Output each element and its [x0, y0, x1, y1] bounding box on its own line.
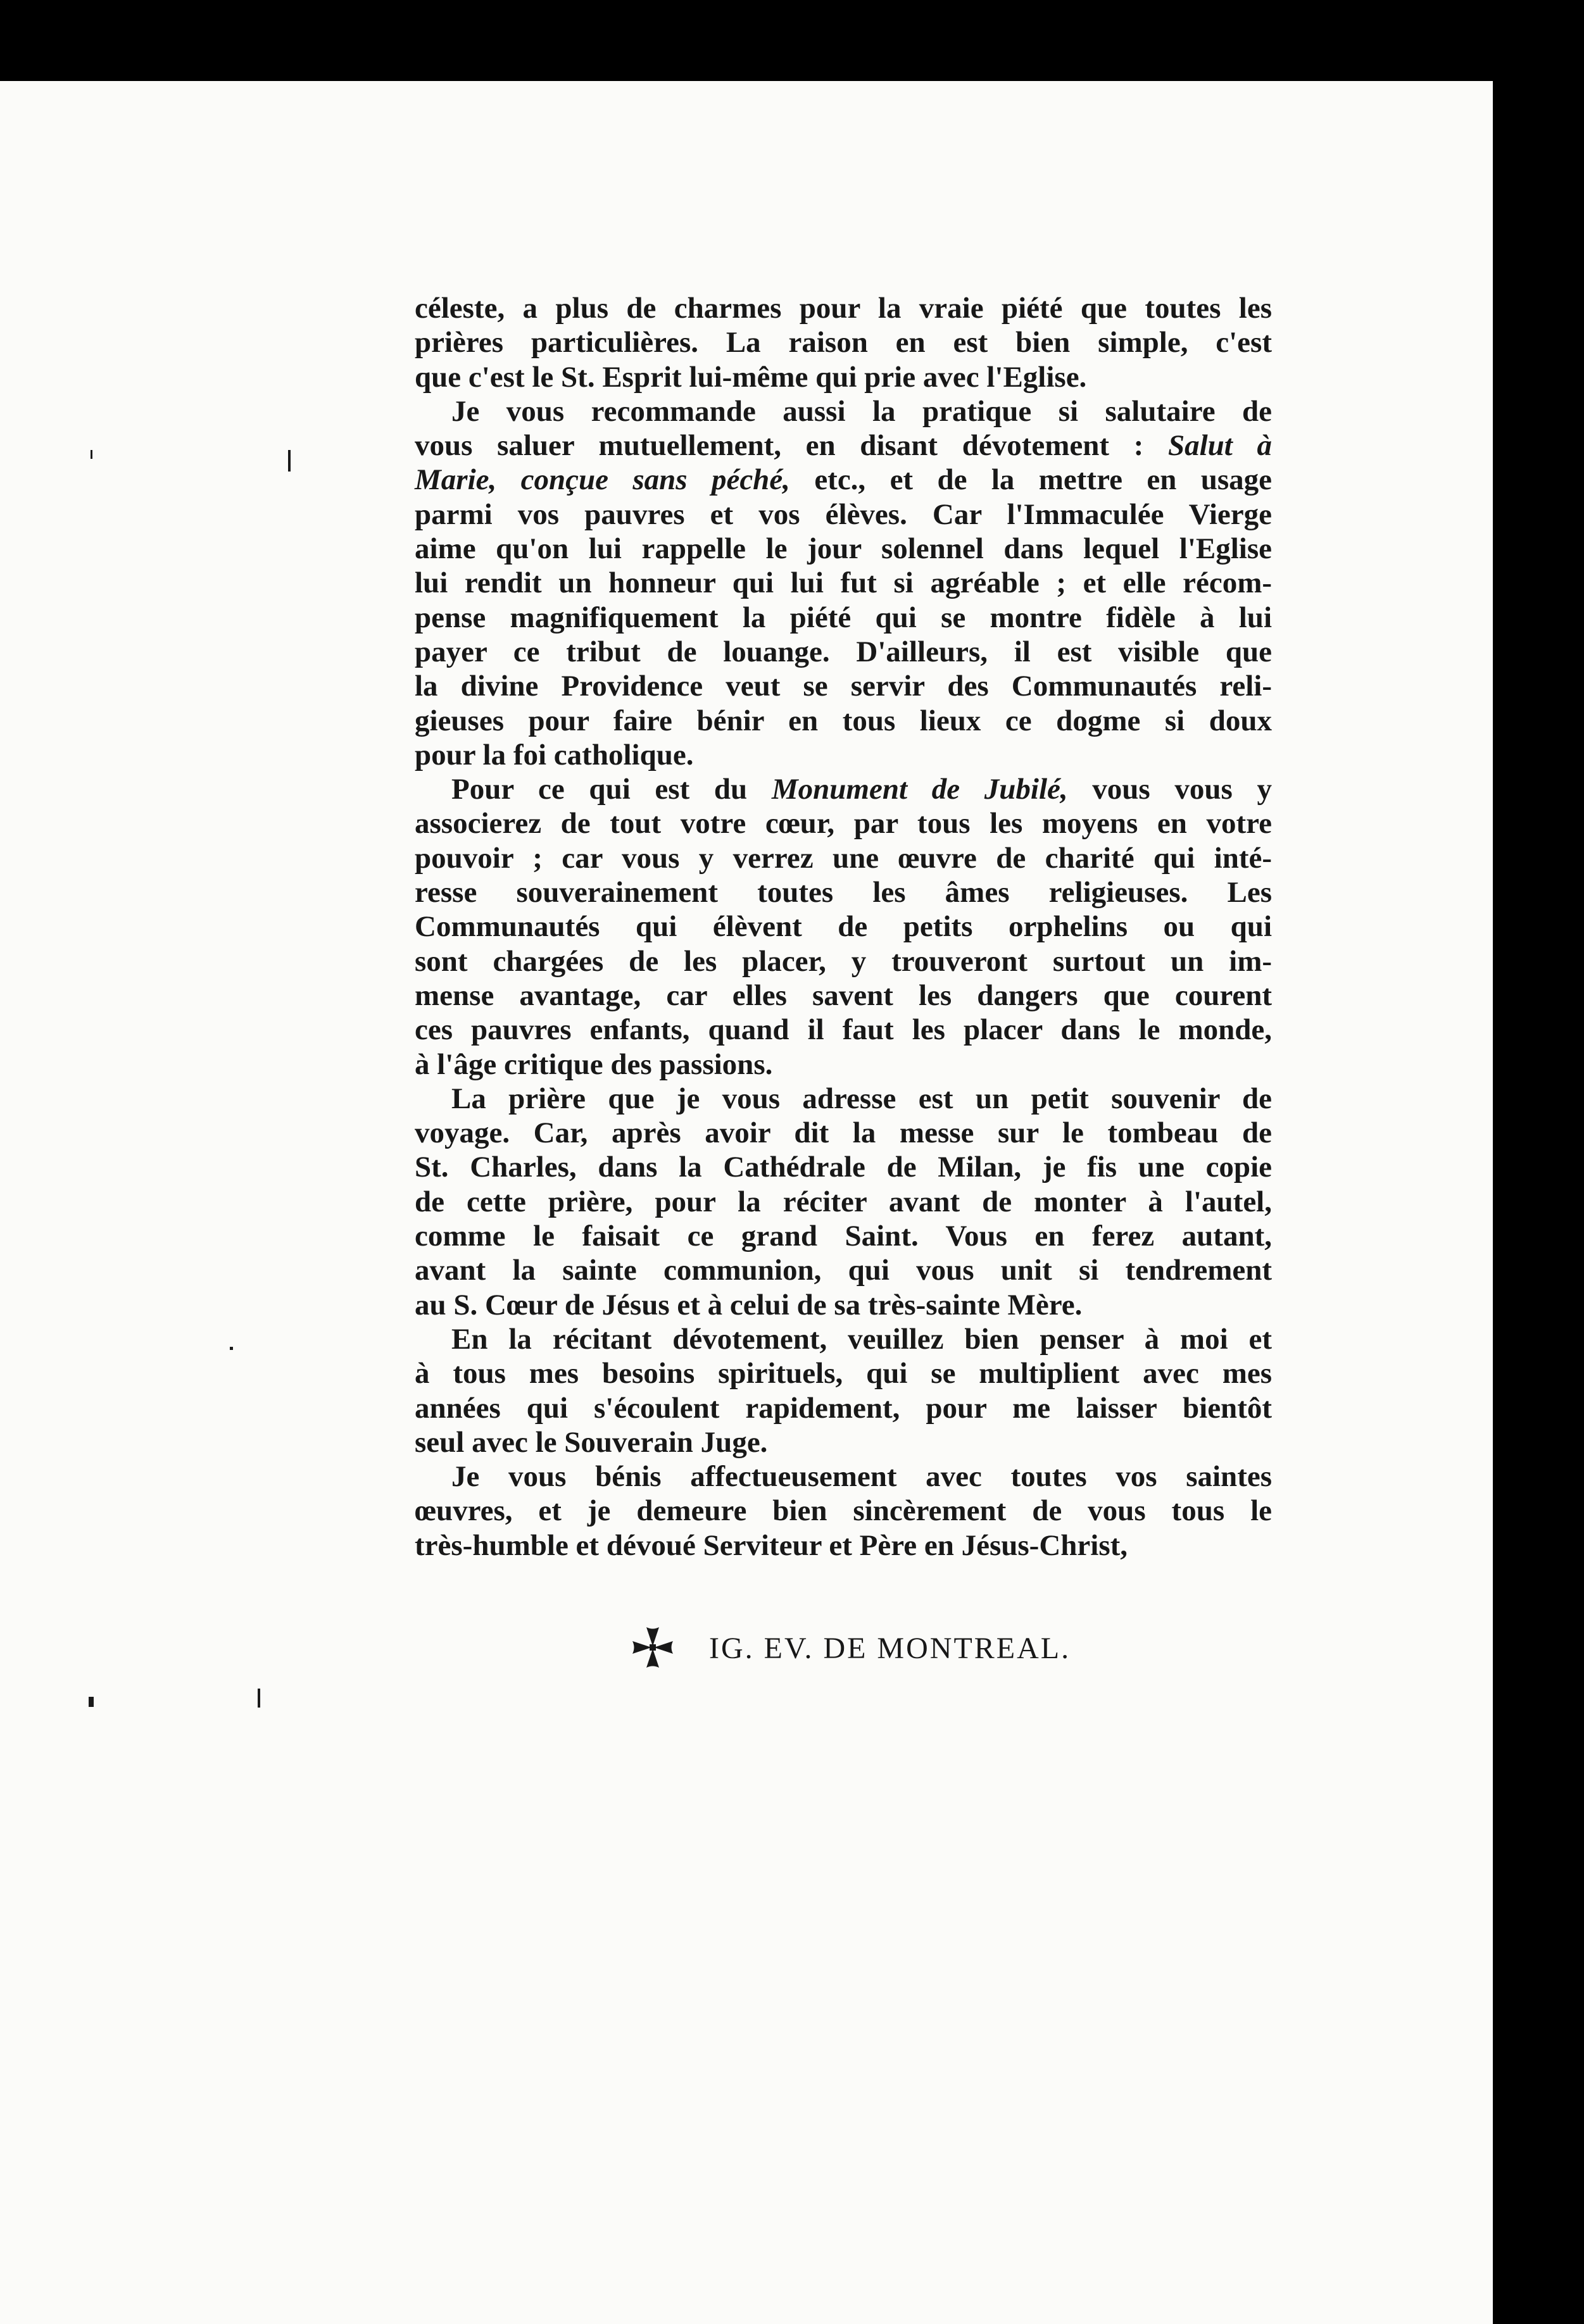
paragraph: [415, 1322, 1272, 1459]
text-run: la divine Providence veut se servir des Communautés reli-: [415, 670, 1272, 703]
text-line: [415, 325, 1272, 359]
document-page: [0, 81, 1493, 2324]
text-run: comme le faisait ce grand Saint. Vous en ferez autant,: [415, 1220, 1272, 1253]
text-line: [415, 1047, 1272, 1082]
text-run: Je vous recommande aussi la pratique si salutaire de: [451, 394, 1272, 428]
text-line: [415, 944, 1272, 978]
paragraph: [415, 772, 1272, 1082]
text-line: [415, 1253, 1272, 1287]
text-line: [415, 909, 1272, 944]
paragraph: [415, 1082, 1272, 1322]
text-line: [415, 841, 1272, 875]
text-line: [415, 601, 1272, 635]
text-run: payer ce tribut de louange. D'ailleurs, il est visible que: [415, 635, 1272, 668]
text-line: [415, 360, 1272, 394]
paragraph: [415, 291, 1272, 394]
emphasis-text: Salut à: [1167, 429, 1272, 463]
text-run: En la récitant dévotement, veuillez bien penser à moi et: [451, 1322, 1272, 1356]
text-line: [415, 428, 1272, 463]
text-run: pouvoir ; car vous y verrez une œuvre de charité qui inté-: [415, 841, 1272, 875]
paragraph: [415, 1459, 1272, 1563]
text-line: [415, 875, 1272, 909]
text-line: [415, 1082, 1272, 1116]
text-run: très-humble et dévoué Serviteur et Père en Jésus-Christ,: [415, 1528, 1128, 1562]
text-line: [415, 1459, 1272, 1494]
text-line: [415, 497, 1272, 532]
emphasis-text: Monument de Jubilé,: [771, 773, 1068, 806]
signature-block: [630, 1625, 1200, 1675]
text-line: [415, 772, 1272, 806]
letter-body: [415, 291, 1272, 1563]
text-run: années qui s'écoulent rapidement, pour me laisser bientôt: [415, 1391, 1272, 1425]
text-line: [415, 1391, 1272, 1425]
scan-mark: [91, 450, 92, 459]
text-line: [415, 738, 1272, 772]
cross-pattee-icon: [630, 1625, 676, 1670]
text-run: avant la sainte communion, qui vous unit si tendrement: [415, 1254, 1272, 1287]
text-run: lui rendit un honneur qui lui fut si agréable ; et elle récom-: [415, 566, 1272, 600]
text-line: [415, 532, 1272, 566]
text-run: resse souverainement toutes les âmes religieuses. Les: [415, 876, 1272, 909]
text-run: sont chargées de les placer, y trouveront surtout un im-: [415, 944, 1272, 978]
text-line: [415, 978, 1272, 1013]
paragraph: [415, 394, 1272, 772]
text-run: de cette prière, pour la réciter avant de monter à l'autel,: [415, 1185, 1272, 1218]
scan-mark: [230, 1347, 233, 1350]
text-run: Pour ce qui est du: [451, 773, 772, 806]
text-run: vous saluer mutuellement, en disant dévotement :: [415, 429, 1168, 463]
text-line: [415, 1288, 1272, 1322]
text-line: [415, 566, 1272, 600]
text-run: céleste, a plus de charmes pour la vraie piété que toutes les: [415, 292, 1272, 325]
text-line: [415, 1219, 1272, 1253]
text-line: [415, 1494, 1272, 1528]
text-line: [415, 463, 1272, 497]
text-run: pour la foi catholique.: [415, 738, 694, 772]
text-line: [415, 704, 1272, 738]
text-run: au S. Cœur de Jésus et à celui de sa très-sainte Mère.: [415, 1288, 1083, 1321]
text-run: à l'âge critique des passions.: [415, 1047, 773, 1081]
text-line: [415, 635, 1272, 669]
text-run: St. Charles, dans la Cathédrale de Milan, je fis une copie: [415, 1151, 1272, 1184]
text-run: gieuses pour faire bénir en tous lieux ce dogme si doux: [415, 704, 1272, 737]
text-line: [415, 1528, 1272, 1563]
text-line: [415, 806, 1272, 840]
text-run: vous vous y: [1067, 773, 1272, 806]
text-run: à tous mes besoins spirituels, qui se multiplient avec mes: [415, 1357, 1272, 1390]
text-run: que c'est le St. Esprit lui-même qui prie avec l'Eglise.: [415, 360, 1087, 394]
text-line: [415, 1356, 1272, 1390]
text-line: [415, 1116, 1272, 1150]
text-run: ces pauvres enfants, quand il faut les placer dans le monde,: [415, 1013, 1272, 1047]
emphasis-text: Marie, conçue sans péché,: [415, 463, 790, 497]
text-line: [415, 1322, 1272, 1356]
text-run: associerez de tout votre cœur, par tous les moyens en votre: [415, 807, 1272, 840]
text-line: [415, 1150, 1272, 1184]
text-line: [415, 669, 1272, 703]
text-run: etc., et de la mettre en usage: [789, 463, 1272, 497]
scan-mark: [288, 450, 291, 472]
text-run: mense avantage, car elles savent les dangers que courent: [415, 978, 1272, 1012]
text-run: aime qu'on lui rappelle le jour solennel dans lequel l'Eglise: [415, 532, 1272, 566]
signature-text: IG. EV. DE MONTREAL.: [709, 1632, 1071, 1665]
text-run: œuvres, et je demeure bien sincèrement de vous tous le: [415, 1494, 1272, 1528]
text-line: [415, 1185, 1272, 1219]
scan-mark: [258, 1689, 260, 1708]
text-run: Je vous bénis affectueusement avec toutes vos saintes: [451, 1460, 1272, 1494]
text-run: parmi vos pauvres et vos élèves. Car l'Immaculée Vierge: [415, 497, 1272, 531]
scan-mark: [89, 1697, 94, 1707]
text-line: [415, 291, 1272, 325]
text-run: seul avec le Souverain Juge.: [415, 1425, 768, 1459]
text-line: [415, 1425, 1272, 1459]
text-run: Communautés qui élèvent de petits orphelins ou qui: [415, 910, 1272, 944]
text-run: voyage. Car, après avoir dit la messe sur le tombeau de: [415, 1116, 1272, 1150]
text-line: [415, 1013, 1272, 1047]
text-run: pense magnifiquement la piété qui se montre fidèle à lui: [415, 601, 1272, 634]
text-run: La prière que je vous adresse est un petit souvenir de: [451, 1082, 1272, 1115]
text-run: prières particulières. La raison en est bien simple, c'est: [415, 326, 1272, 359]
text-line: [415, 394, 1272, 428]
